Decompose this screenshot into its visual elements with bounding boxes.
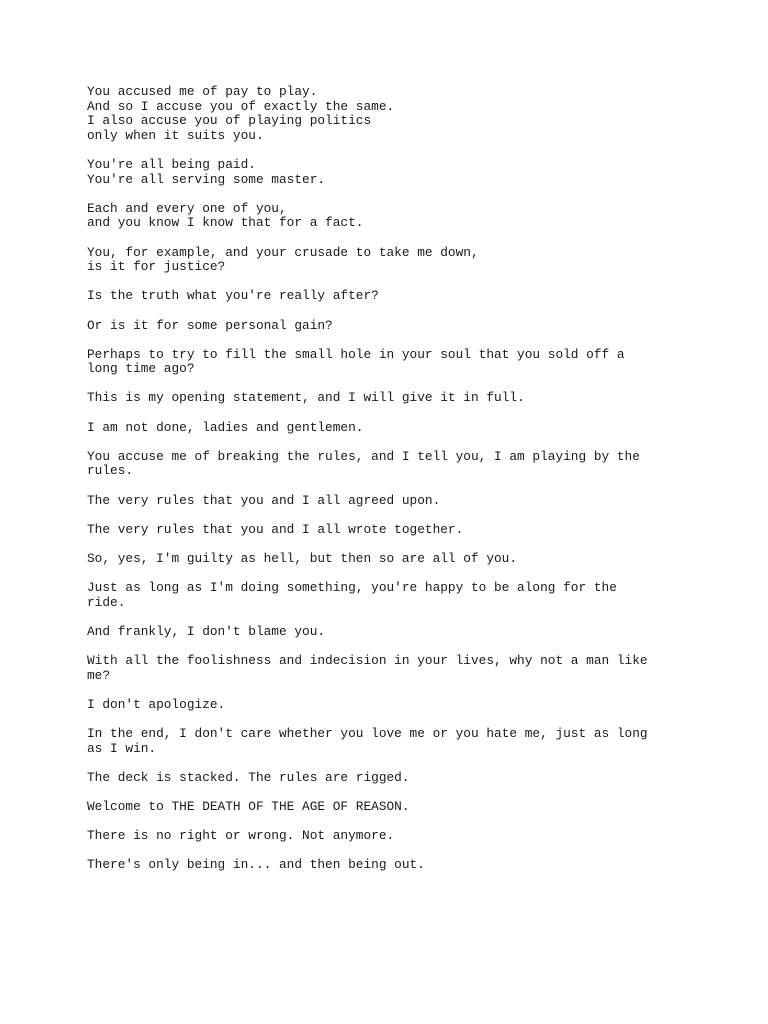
paragraph: You're all being paid. You're all serving some master.: [87, 156, 326, 187]
paragraph: And frankly, I don't blame you.: [87, 623, 326, 639]
paragraph: Welcome to THE DEATH OF THE AGE OF REASON.: [87, 799, 410, 815]
paragraph: Or is it for some personal gain?: [87, 317, 333, 333]
paragraph: Each and every one of you, and you know I know that for a fact.: [87, 200, 364, 231]
paragraph: The very rules that you and I all wrote together.: [87, 521, 464, 537]
script-text: [87, 85, 697, 888]
paragraph: In the end, I don't care whether you love me or you hate me, just as long as I win.: [87, 726, 648, 756]
paragraph: The very rules that you and I all agreed upon.: [87, 492, 441, 508]
paragraph: There's only being in... and then being out.: [87, 857, 425, 873]
paragraph: So, yes, I'm guilty as hell, but then so are all of you.: [87, 551, 518, 566]
paragraph: I am not done, ladies and gentlemen.: [87, 419, 364, 435]
paragraph: With all the foolishness and indecision in your lives, why not a man like me?: [87, 653, 648, 683]
paragraph: This is my opening statement, and I will give it in full.: [87, 390, 525, 406]
paragraph: You accused me of pay to play. And so I accuse you of exactly the same. I also accuse you of playing politics only when it suits you.: [87, 84, 395, 143]
paragraph: I don't apologize.: [87, 696, 226, 712]
paragraph: Just as long as I'm doing something, you're happy to be along for the ride.: [87, 580, 617, 610]
paragraph: You, for example, and your crusade to take me down, is it for justice?: [87, 244, 479, 275]
paragraph: The deck is stacked. The rules are rigged.: [87, 769, 410, 785]
paragraph: Perhaps to try to fill the small hole in your soul that you sold off a long time ago?: [87, 346, 625, 377]
paragraph: Is the truth what you're really after?: [87, 288, 379, 304]
paragraph: You accuse me of breaking the rules, and I tell you, I am playing by the rules.: [87, 448, 640, 479]
paragraph: There is no right or wrong. Not anymore.: [87, 828, 395, 844]
